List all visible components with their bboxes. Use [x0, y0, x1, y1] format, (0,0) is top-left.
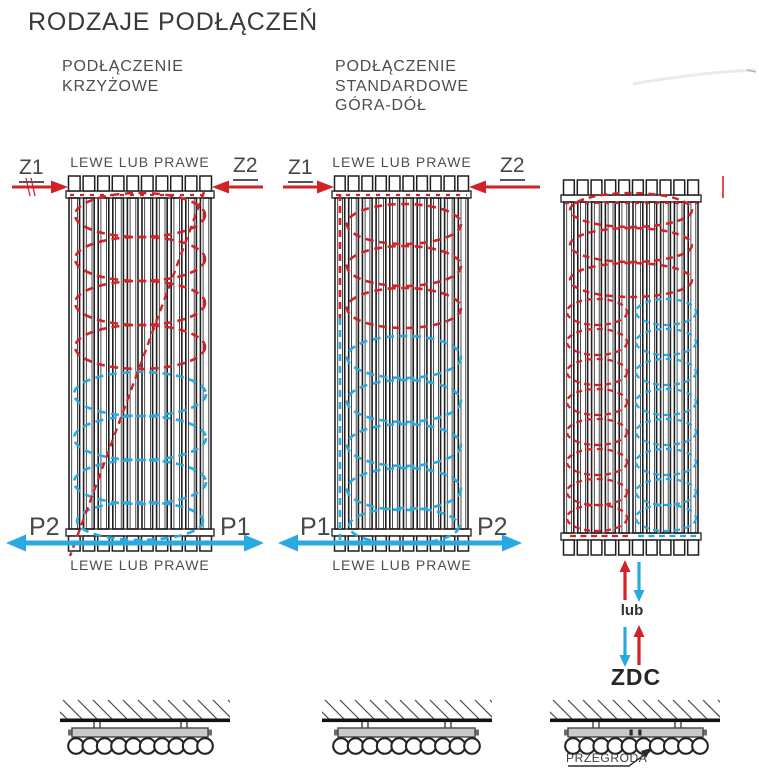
port-z1-standard: Z1 — [288, 156, 313, 183]
wall-mount-zdc — [538, 700, 737, 754]
heading-cross-line1: PODŁĄCZENIE — [62, 58, 184, 75]
zdc-or-label: lub — [620, 602, 644, 619]
bottom-label-cross: LEWE LUB PRAWE — [70, 557, 210, 573]
partition-label: PRZEGRODA — [566, 751, 648, 765]
watermark — [633, 70, 756, 84]
heading-standard-line1: PODŁĄCZENIE — [335, 58, 457, 75]
port-p-right-cross: P1 — [220, 513, 251, 541]
radiator-zdc — [561, 180, 701, 555]
port-p-right-standard: P2 — [477, 513, 508, 541]
wall-mount-standard — [310, 700, 509, 754]
wall-mount-cross — [48, 700, 247, 754]
heading-standard-line2: STANDARDOWE — [335, 78, 469, 95]
zdc-label: ZDC — [610, 664, 662, 690]
top-label-standard: LEWE LUB PRAWE — [332, 154, 472, 170]
page-title: RODZAJE PODŁĄCZEŃ — [28, 8, 319, 36]
heading-standard-line3: GÓRA-DÓŁ — [335, 97, 427, 114]
radiator-standard — [332, 176, 471, 551]
top-label-cross: LEWE LUB PRAWE — [70, 154, 210, 170]
flow-pattern-cross — [70, 192, 210, 556]
heading-cross-line2: KRZYŻOWE — [62, 78, 160, 95]
port-p-left-cross: P2 — [29, 513, 60, 541]
port-z2-cross: Z2 — [233, 154, 258, 181]
bottom-label-standard: LEWE LUB PRAWE — [332, 557, 472, 573]
port-z2-standard: Z2 — [500, 154, 525, 181]
port-z1-cross: Z1 — [19, 156, 44, 183]
port-p-left-standard: P1 — [300, 513, 331, 541]
